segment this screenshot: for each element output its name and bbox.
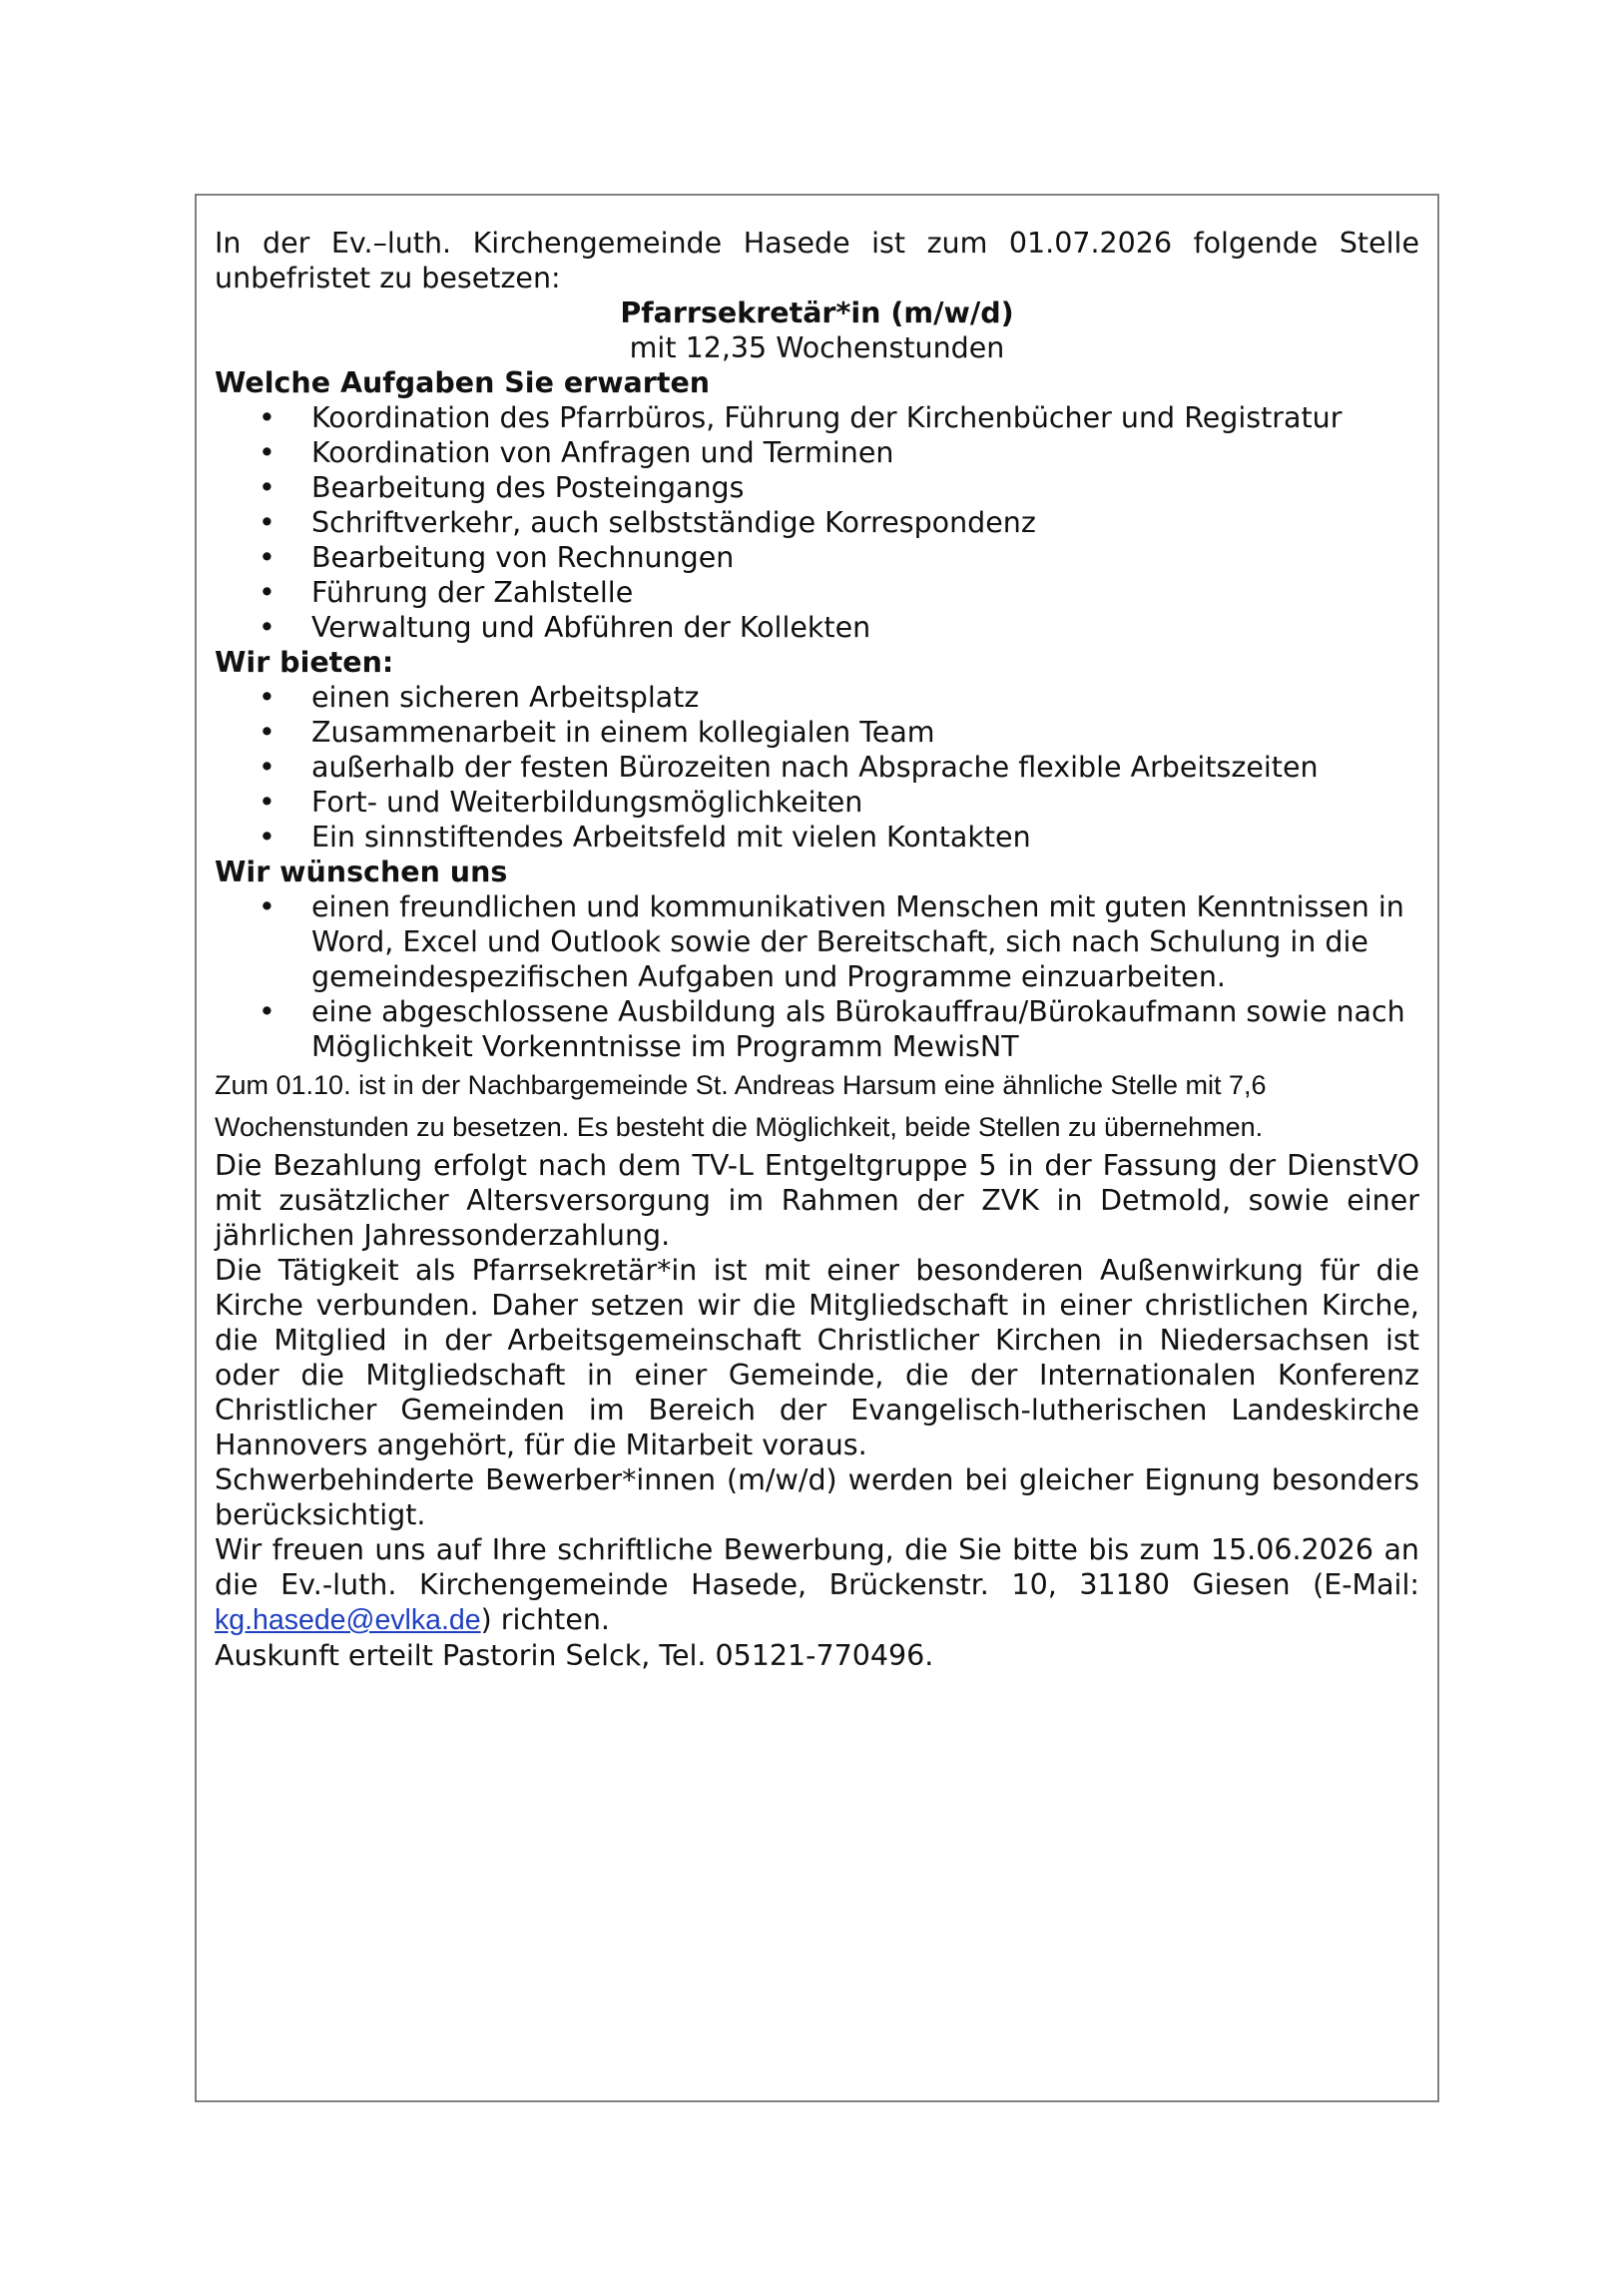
job-hours: mit 12,35 Wochenstunden — [629, 331, 1005, 364]
list-item: • außerhalb der festen Bürozeiten nach Absprache flexible Arbeitszeiten — [215, 750, 1419, 785]
list-item: • Koordination des Pfarrbüros, Führung der Kirchenbücher und Registratur — [215, 400, 1419, 435]
list-item: • Führung der Zahlstelle — [215, 575, 1419, 610]
list-item: • einen sicheren Arbeitsplatz — [215, 680, 1419, 715]
payment-text: Die Bezahlung erfolgt nach dem TV-L Entgeltgruppe 5 in der Fassung der DienstVO mit zusätzlicher Altersversorgung im Rahmen der ZVK in Detmold, sowie einer jährlichen Jahressonderzahlung. — [215, 1149, 1419, 1252]
wishes-list — [215, 889, 1419, 1064]
email-link[interactable]: kg.hasede@evlka.de — [215, 1604, 481, 1636]
list-item: • eine abgeschlossene Ausbildung als Bürokauffrau/Bürokaufmann sowie nach Möglichkeit Vorkenntnisse im Programm MewisNT — [215, 994, 1419, 1064]
offer-list — [215, 680, 1419, 855]
job-ad-frame — [195, 194, 1439, 2102]
list-item: • Bearbeitung von Rechnungen — [215, 540, 1419, 575]
tasks-heading: Welche Aufgaben Sie erwarten — [215, 366, 711, 399]
list-item: • einen freundlichen und kommunikativen Menschen mit guten Kenntnissen in Word, Excel und Outlook sowie der Bereitschaft, sich nach Schulung in die gemeindespezifischen Aufgaben und Programme einzuarbeiten. — [215, 889, 1419, 994]
list-item: • Schriftverkehr, auch selbstständige Korrespondenz — [215, 505, 1419, 540]
job-ad-content — [215, 226, 1419, 1673]
intro-text: In der Ev.–luth. Kirchengemeinde Hasede ist zum 01.07.2026 folgende Stelle unbefristet zu besetzen: — [215, 227, 1419, 294]
offer-heading: Wir bieten: — [215, 646, 394, 679]
membership-text: Die Tätigkeit als Pfarrsekretär*in ist mit einer besonderen Außenwirkung für die Kirche verbunden. Daher setzen wir die Mitgliedschaft in einer christlichen Kirche, die Mitglied in der Arbeitsgemeinschaft Christlicher Kirchen in Niedersachsen ist oder die Mitgliedschaft in einer Gemeinde, die der Internationalen Konferenz Christlicher Gemeinden im Bereich der Evangelisch-lutherischen Landeskirche Hannovers angehört, für die Mitarbeit voraus. — [215, 1254, 1419, 1461]
application-text-after: ) richten. — [480, 1603, 610, 1636]
harsum-note: Zum 01.10. ist in der Nachbargemeinde St. Andreas Harsum eine ähnliche Stelle mit 7,6 Wochenstunden zu besetzen. Es besteht die Möglichkeit, beide Stellen zu übernehmen. — [215, 1070, 1267, 1142]
contact-text: Auskunft erteilt Pastorin Selck, Tel. 05121-770496. — [215, 1639, 934, 1672]
job-title: Pfarrsekretär*in (m/w/d) — [620, 296, 1014, 329]
list-item: • Koordination von Anfragen und Terminen — [215, 435, 1419, 470]
application-text — [215, 1532, 1419, 1638]
list-item: • Ein sinnstiftendes Arbeitsfeld mit vielen Kontakten — [215, 820, 1419, 855]
disability-text: Schwerbehinderte Bewerber*innen (m/w/d) werden bei gleicher Eignung besonders berücksichtigt. — [215, 1463, 1419, 1531]
list-item: • Bearbeitung des Posteingangs — [215, 470, 1419, 505]
list-item: • Zusammenarbeit in einem kollegialen Team — [215, 715, 1419, 750]
application-text-before: Wir freuen uns auf Ihre schriftliche Bewerbung, die Sie bitte bis zum 15.06.2026 an die Ev.-luth. Kirchengemeinde Hasede, Brückenstr. 10, 31180 Giesen (E-Mail: — [215, 1533, 1419, 1601]
list-item: • Fort- und Weiterbildungsmöglichkeiten — [215, 785, 1419, 820]
tasks-list — [215, 400, 1419, 645]
wishes-heading: Wir wünschen uns — [215, 856, 508, 888]
list-item: • Verwaltung und Abführen der Kollekten — [215, 610, 1419, 645]
